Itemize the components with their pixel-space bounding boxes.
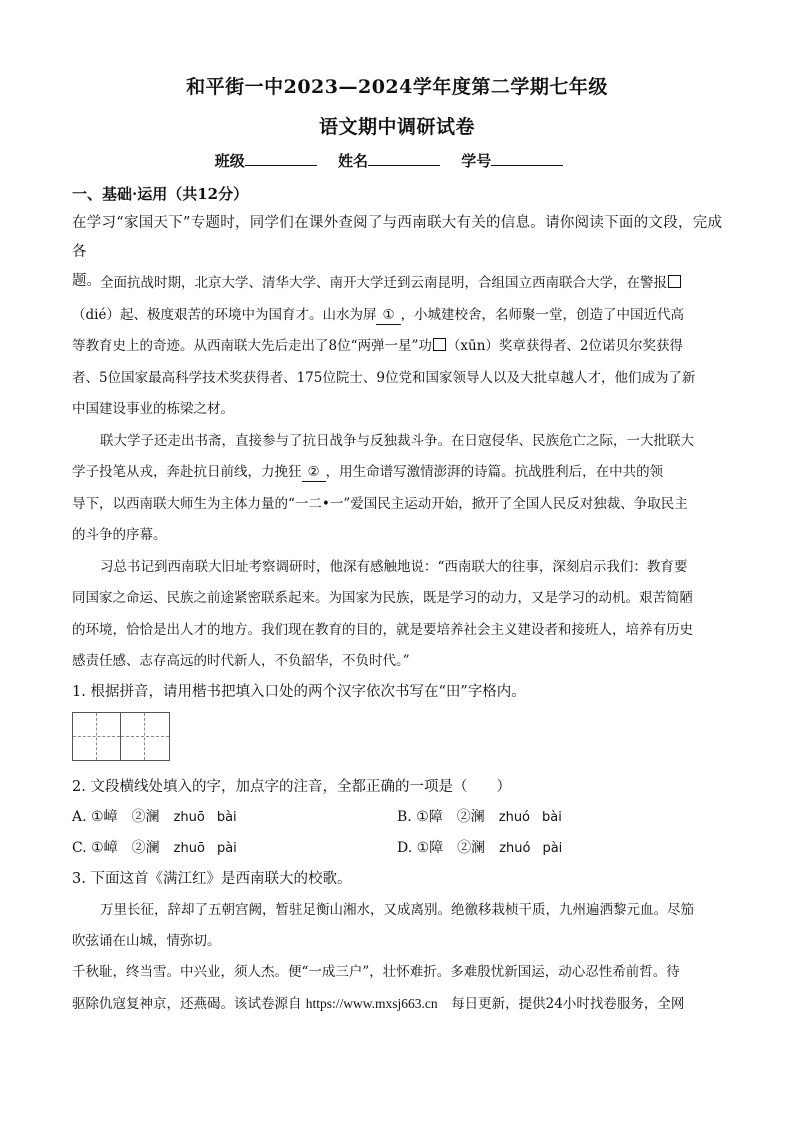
passage-line: 的环境，恰恰是出人才的地方。我们现在教育的目的，就是要培养社会主义建设者和接班人，培养有历史 — [72, 621, 693, 638]
question-1: 1. 根据拼音，请用楷书把填入口处的两个汉字依次书写在“田”字格内。 — [72, 684, 526, 700]
blank-box-icon — [433, 338, 446, 351]
lyrics-line: 千秋耻，终当雪。中兴业，须人杰。便“一成三户”，壮怀难折。多难殷忧新国运，动心忍性希前哲。待 — [72, 964, 680, 980]
tian-grid[interactable] — [72, 712, 170, 761]
tian-cell-2[interactable] — [121, 713, 169, 760]
name-blank[interactable] — [368, 151, 440, 166]
passage-line: 者、5位国家最高科学技术奖获得者、175位院士、9位党和国家领导人以及大批卓越人才，他们成为了新 — [72, 369, 696, 386]
passage-line: 同国家之命运、民族之前途紧密联系起来。为国家为民族，既是学习的动力，又是学习的动机。艰苦简陋 — [72, 590, 693, 606]
tian-cell-1[interactable] — [73, 713, 121, 760]
exam-title: 和平街一中2023—2024学年度第二学期七年级 — [186, 76, 608, 98]
question-2: 2. 文段横线处填入的字，加点字的注音，全都正确的一项是（ ） — [72, 779, 511, 795]
passage-line: 等教育史上的奇迹。从西南联大先后走出了8位“两弹一星”功 （xūn）奖章获得者、2位诺贝尔奖获得 — [72, 338, 683, 354]
passage-line: 全面抗战时期，北京大学、清华大学、南开大学迁到云南昆明，合组国立西南联合大学，在警报 — [72, 268, 722, 300]
passage-line: 中国建设事业的栋梁之材。 — [72, 401, 234, 417]
option-d[interactable]: D. ①障 ②澜 zhuó pài — [397, 840, 563, 856]
question-3: 3. 下面这首《满江红》是西南联大的校歌。 — [72, 871, 352, 887]
passage-line: 导下，以西南联大师生为主体力量的“一二•一”爱国民主运动开始，掀开了全国人民反对独裁、争取民主 — [72, 495, 688, 512]
lyrics-line: 吹弦诵在山城，情弥切。 — [72, 933, 221, 949]
song-lyrics — [72, 895, 722, 1020]
id-blank[interactable] — [491, 151, 563, 166]
option-c[interactable]: C. ①嶂 ②澜 zhuō pài — [72, 840, 237, 856]
source-url[interactable]: https://www.mxsj663.cn — [305, 996, 438, 1011]
id-label: 学号 — [461, 152, 492, 170]
option-a[interactable]: A. ①嶂 ②澜 zhuō bài — [72, 809, 237, 825]
passage-line: 联大学子还走出书斋，直接参与了抗日战争与反独裁斗争。在日寇侵华、民族危亡之际，一大批联大 — [100, 432, 694, 449]
passage-line: 的斗争的序幕。 — [72, 527, 167, 543]
lyrics-line: 驱除仇寇复神京，还燕碣。该试卷源自 https://www.mxsj663.cn 每日更新，提供24小时找卷服务，全网 — [72, 996, 685, 1012]
lyrics-line: 万里长征，辞却了五朝宫阙，暂驻足衡山湘水，又成离别。绝徼移栽桢干质，九州遍洒黎元血。尽笳 — [100, 902, 694, 918]
passage-line: 学子投笔从戎，奔赴抗日前线，力挽狂 ② ，用生命谱写激情澎湃的诗篇。抗战胜利后，在中共的领 — [72, 464, 664, 480]
intro-line: 题。 — [72, 273, 101, 289]
reading-passage — [72, 268, 722, 678]
name-label: 姓名 — [337, 152, 368, 170]
class-label: 班级 — [214, 152, 245, 170]
blank-2: ② — [302, 463, 326, 482]
passage-line: 习总书记到西南联大旧址考察调研时，他深有感触地说：“西南联大的往事，深刻启示我们：教育要 — [100, 558, 688, 575]
exam-subtitle: 语文期中调研试卷 — [318, 116, 475, 138]
blank-1: ① — [376, 306, 400, 325]
passage-line: （dié）起、极度艰苦的环境中为国育才。山水为屏 ① ，小城建校舍，名师聚一堂，创造了中国近代高 — [72, 306, 685, 323]
intro-line: 在学习“家国天下”专题时，同学们在课外查阅了与西南联大有关的信息。请你阅读下面的文段，完成各 — [72, 215, 722, 260]
section-heading: 一、基础·运用（共12分） — [72, 185, 249, 203]
blank-box-icon — [668, 275, 681, 288]
passage-line: 感责任感、志存高远的时代新人，不负韶华，不负时代。” — [72, 653, 410, 669]
class-blank[interactable] — [245, 151, 317, 166]
student-info-line — [0, 150, 794, 171]
option-b[interactable]: B. ①障 ②澜 zhuó bài — [397, 809, 562, 825]
